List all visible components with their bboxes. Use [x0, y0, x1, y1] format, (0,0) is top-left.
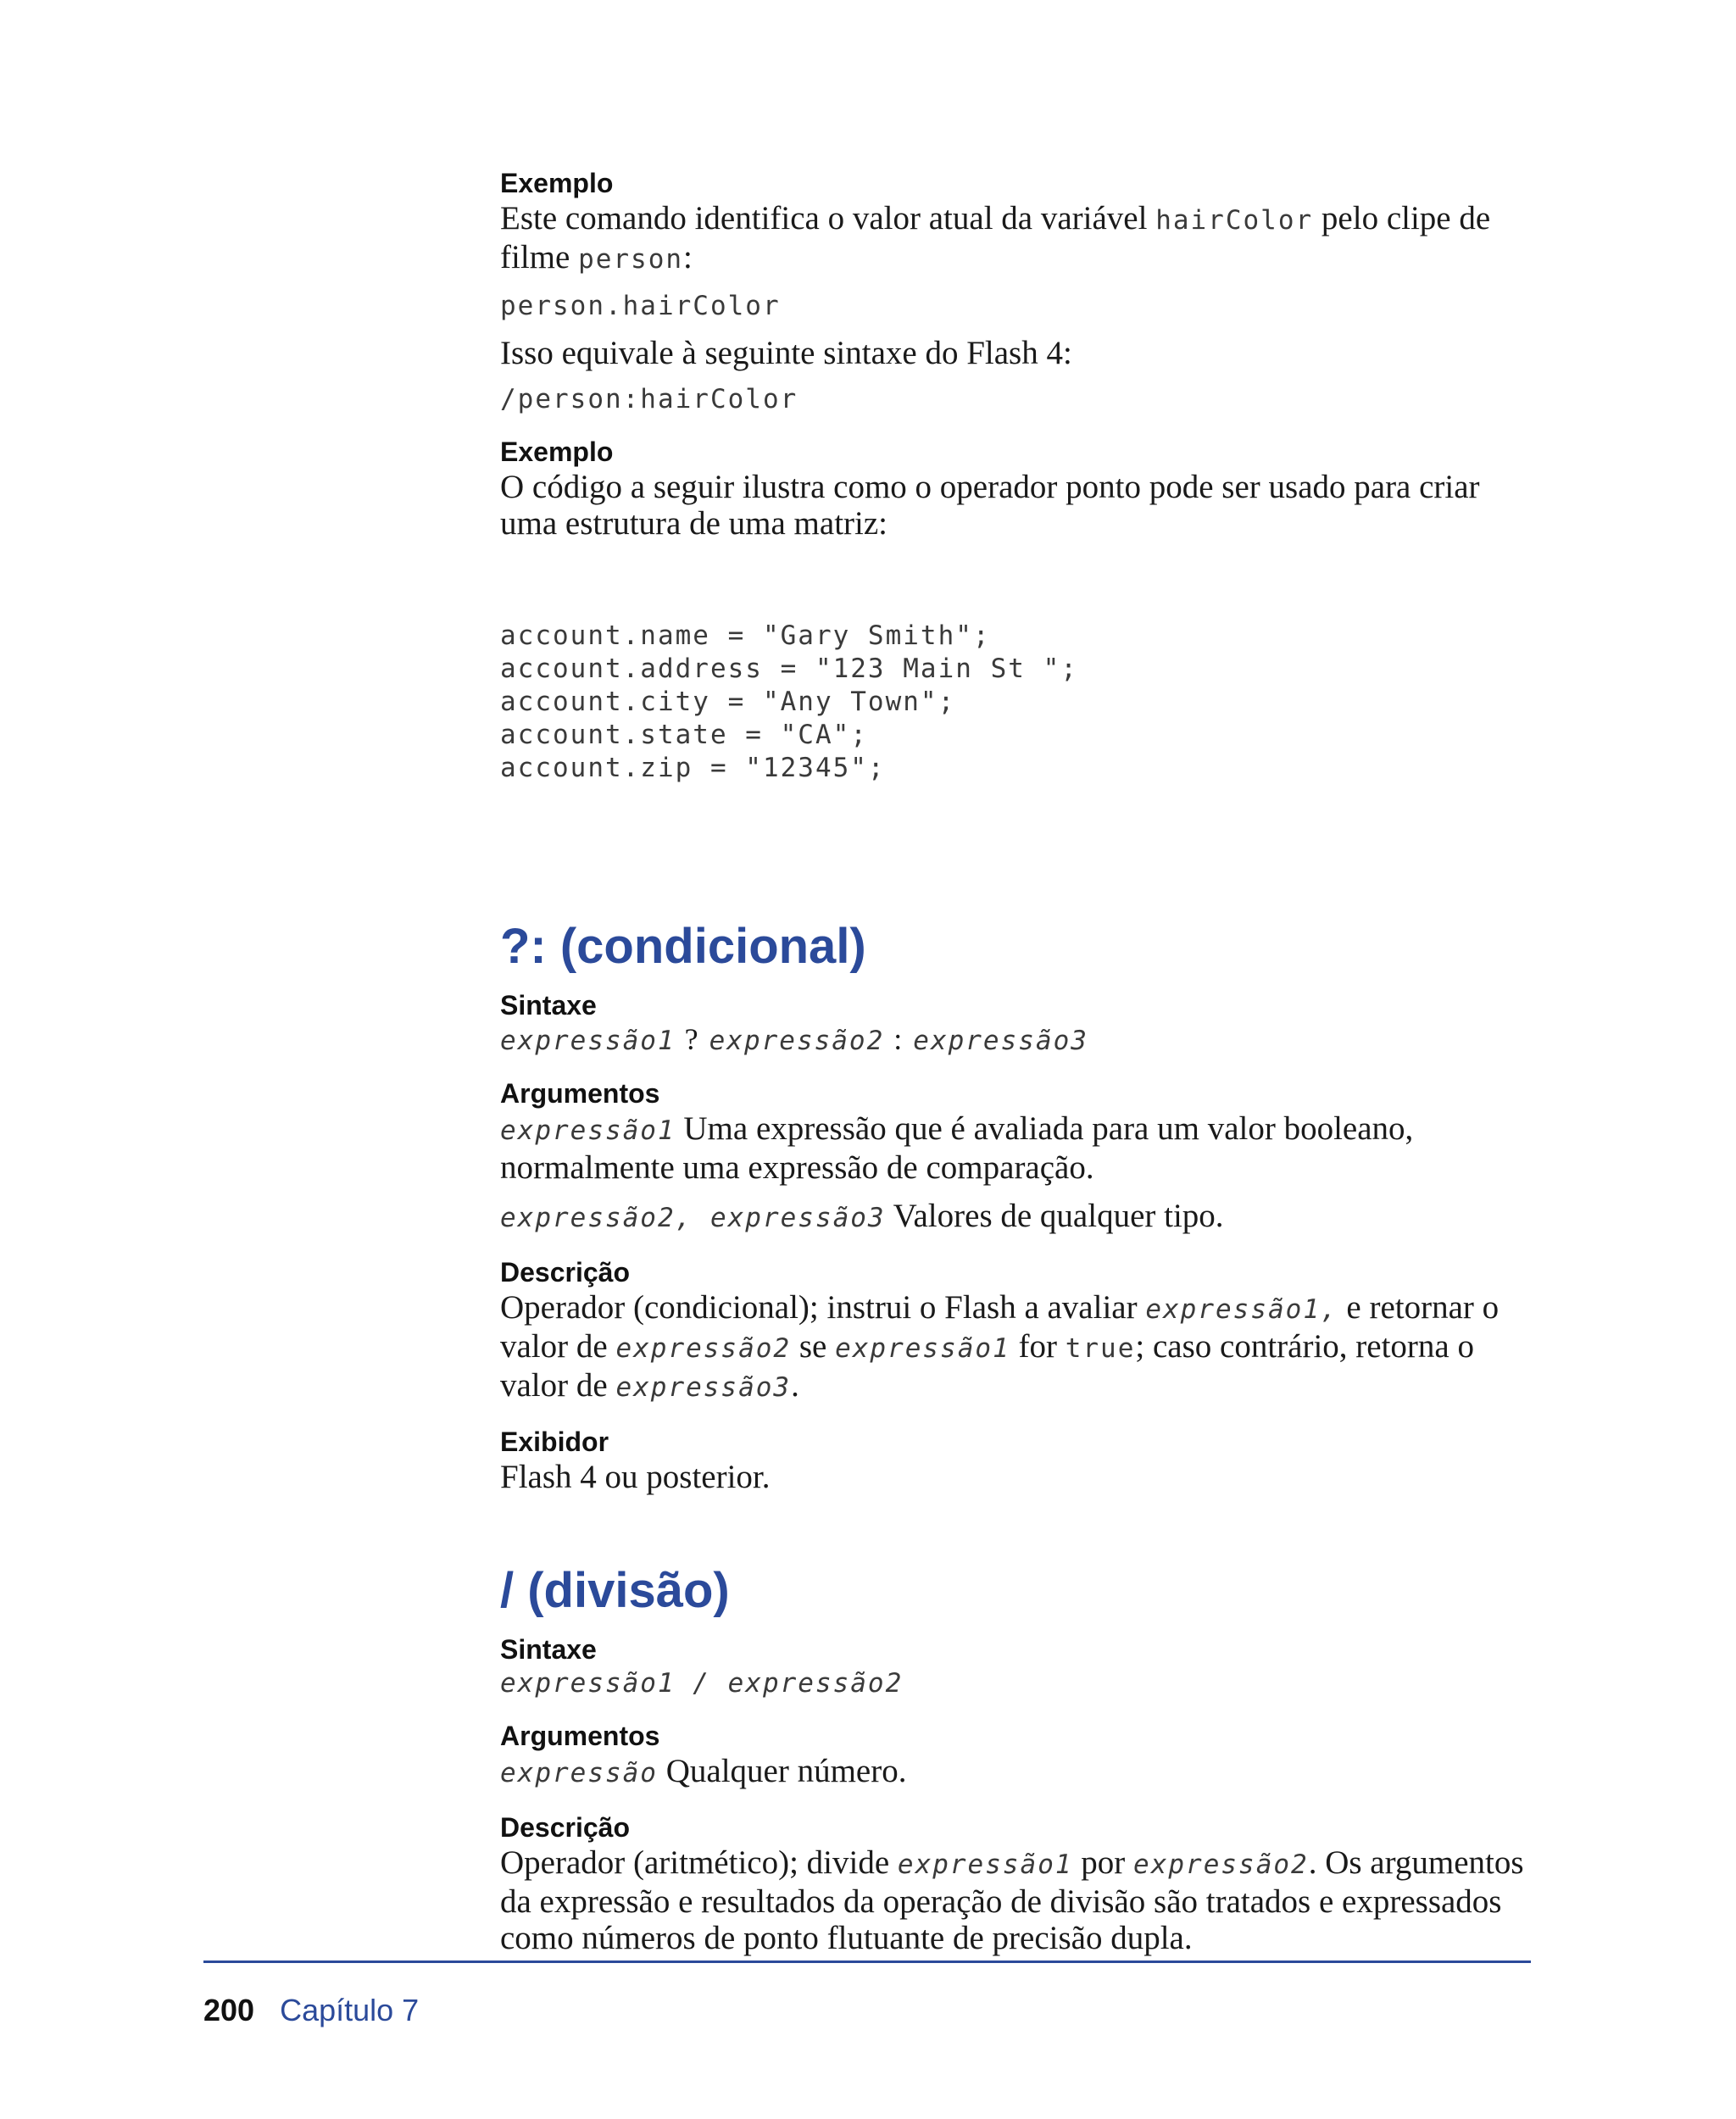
argument-name: expressão: [500, 1758, 658, 1788]
code-line: account.zip = "12345";: [500, 753, 886, 783]
syntax-line: expressão1 / expressão2: [500, 1668, 904, 1699]
argument-paragraph: [500, 1753, 1543, 1792]
argument-text: Qualquer número.: [657, 1753, 907, 1789]
text: Este comando identifica o valor atual da variável: [500, 200, 1156, 236]
page-footer: [203, 1992, 419, 2029]
description-paragraph: [500, 1844, 1543, 1956]
section-heading: ?: (condicional): [500, 919, 866, 974]
syntax-part: expressão2: [709, 1026, 885, 1056]
text: Operador (aritmético); divide: [500, 1844, 898, 1881]
code-block: /person:hairColor: [500, 384, 798, 414]
inline-code: person: [578, 244, 684, 275]
syntax-operator: ?: [675, 1022, 709, 1056]
player-text: Flash 4 ou posterior.: [500, 1459, 771, 1495]
code-block: [500, 553, 1543, 851]
text: pelo clipe de filme: [500, 200, 1491, 275]
section-heading: / (divisão): [500, 1563, 730, 1618]
syntax-line: [500, 1022, 1543, 1058]
text: e retornar o valor de: [500, 1289, 1500, 1365]
syntax-label: Sintaxe: [500, 1634, 597, 1665]
inline-code: expressão1: [897, 1849, 1073, 1880]
text: for: [1010, 1328, 1066, 1365]
inline-code: expressão2: [615, 1333, 792, 1364]
text: . Os argumentos da expressão e resultados da operação de divisão são tratados e expressados como números de ponto flutuante de precisão dupla.: [500, 1844, 1524, 1956]
syntax-label: Sintaxe: [500, 990, 597, 1021]
description-paragraph: [500, 1289, 1543, 1406]
example-label: Exemplo: [500, 168, 614, 198]
code-block: person.hairColor: [500, 291, 781, 321]
text: por: [1072, 1844, 1134, 1881]
arguments-label: Argumentos: [500, 1721, 660, 1751]
footer-divider: [203, 1960, 1531, 1963]
text: :: [683, 239, 693, 275]
text: Operador (condicional); instrui o Flash a avaliar: [500, 1289, 1146, 1326]
inline-code: expressão3: [615, 1372, 792, 1403]
argument-paragraph: [500, 1198, 1543, 1237]
example-paragraph: [500, 200, 1543, 278]
paragraph: Isso equivale à seguinte sintaxe do Flash 4:: [500, 335, 1072, 371]
inline-code: hairColor: [1155, 205, 1314, 236]
argument-name: expressão1: [500, 1115, 676, 1146]
code-line: account.address = "123 Main St ";: [500, 653, 1078, 684]
argument-text: Valores de qualquer tipo.: [885, 1198, 1224, 1234]
description-label: Descrição: [500, 1257, 630, 1288]
code-line: account.city = "Any Town";: [500, 687, 956, 717]
example-paragraph: O código a seguir ilustra como o operador ponto pode ser usado para criar uma estrutura de uma matriz:: [500, 469, 1480, 542]
inline-code: expressão1,: [1145, 1294, 1338, 1325]
player-label: Exibidor: [500, 1427, 609, 1457]
argument-text: Uma expressão que é avaliada para um valor booleano, normalmente uma expressão de comparação.: [500, 1110, 1414, 1186]
syntax-part: expressão3: [913, 1026, 1088, 1056]
arguments-label: Argumentos: [500, 1078, 660, 1109]
syntax-operator: :: [884, 1022, 914, 1056]
example-label: Exemplo: [500, 437, 614, 467]
code-line: account.state = "CA";: [500, 720, 868, 750]
inline-code: true: [1065, 1333, 1136, 1364]
inline-code: expressão2: [1133, 1849, 1309, 1880]
argument-name: expressão2, expressão3: [500, 1203, 886, 1233]
code-line: account.name = "Gary Smith";: [500, 620, 991, 651]
description-label: Descrição: [500, 1812, 630, 1843]
page-number: 200: [203, 1993, 255, 2027]
argument-paragraph: [500, 1110, 1543, 1186]
syntax-part: expressão1: [500, 1026, 676, 1056]
text: .: [791, 1367, 799, 1404]
text: ; caso contrário, retorna o valor de: [500, 1328, 1474, 1404]
text: se: [791, 1328, 836, 1365]
inline-code: expressão1: [835, 1333, 1010, 1364]
page-content: [500, 166, 1543, 1956]
chapter-label: Capítulo 7: [280, 1993, 420, 2027]
